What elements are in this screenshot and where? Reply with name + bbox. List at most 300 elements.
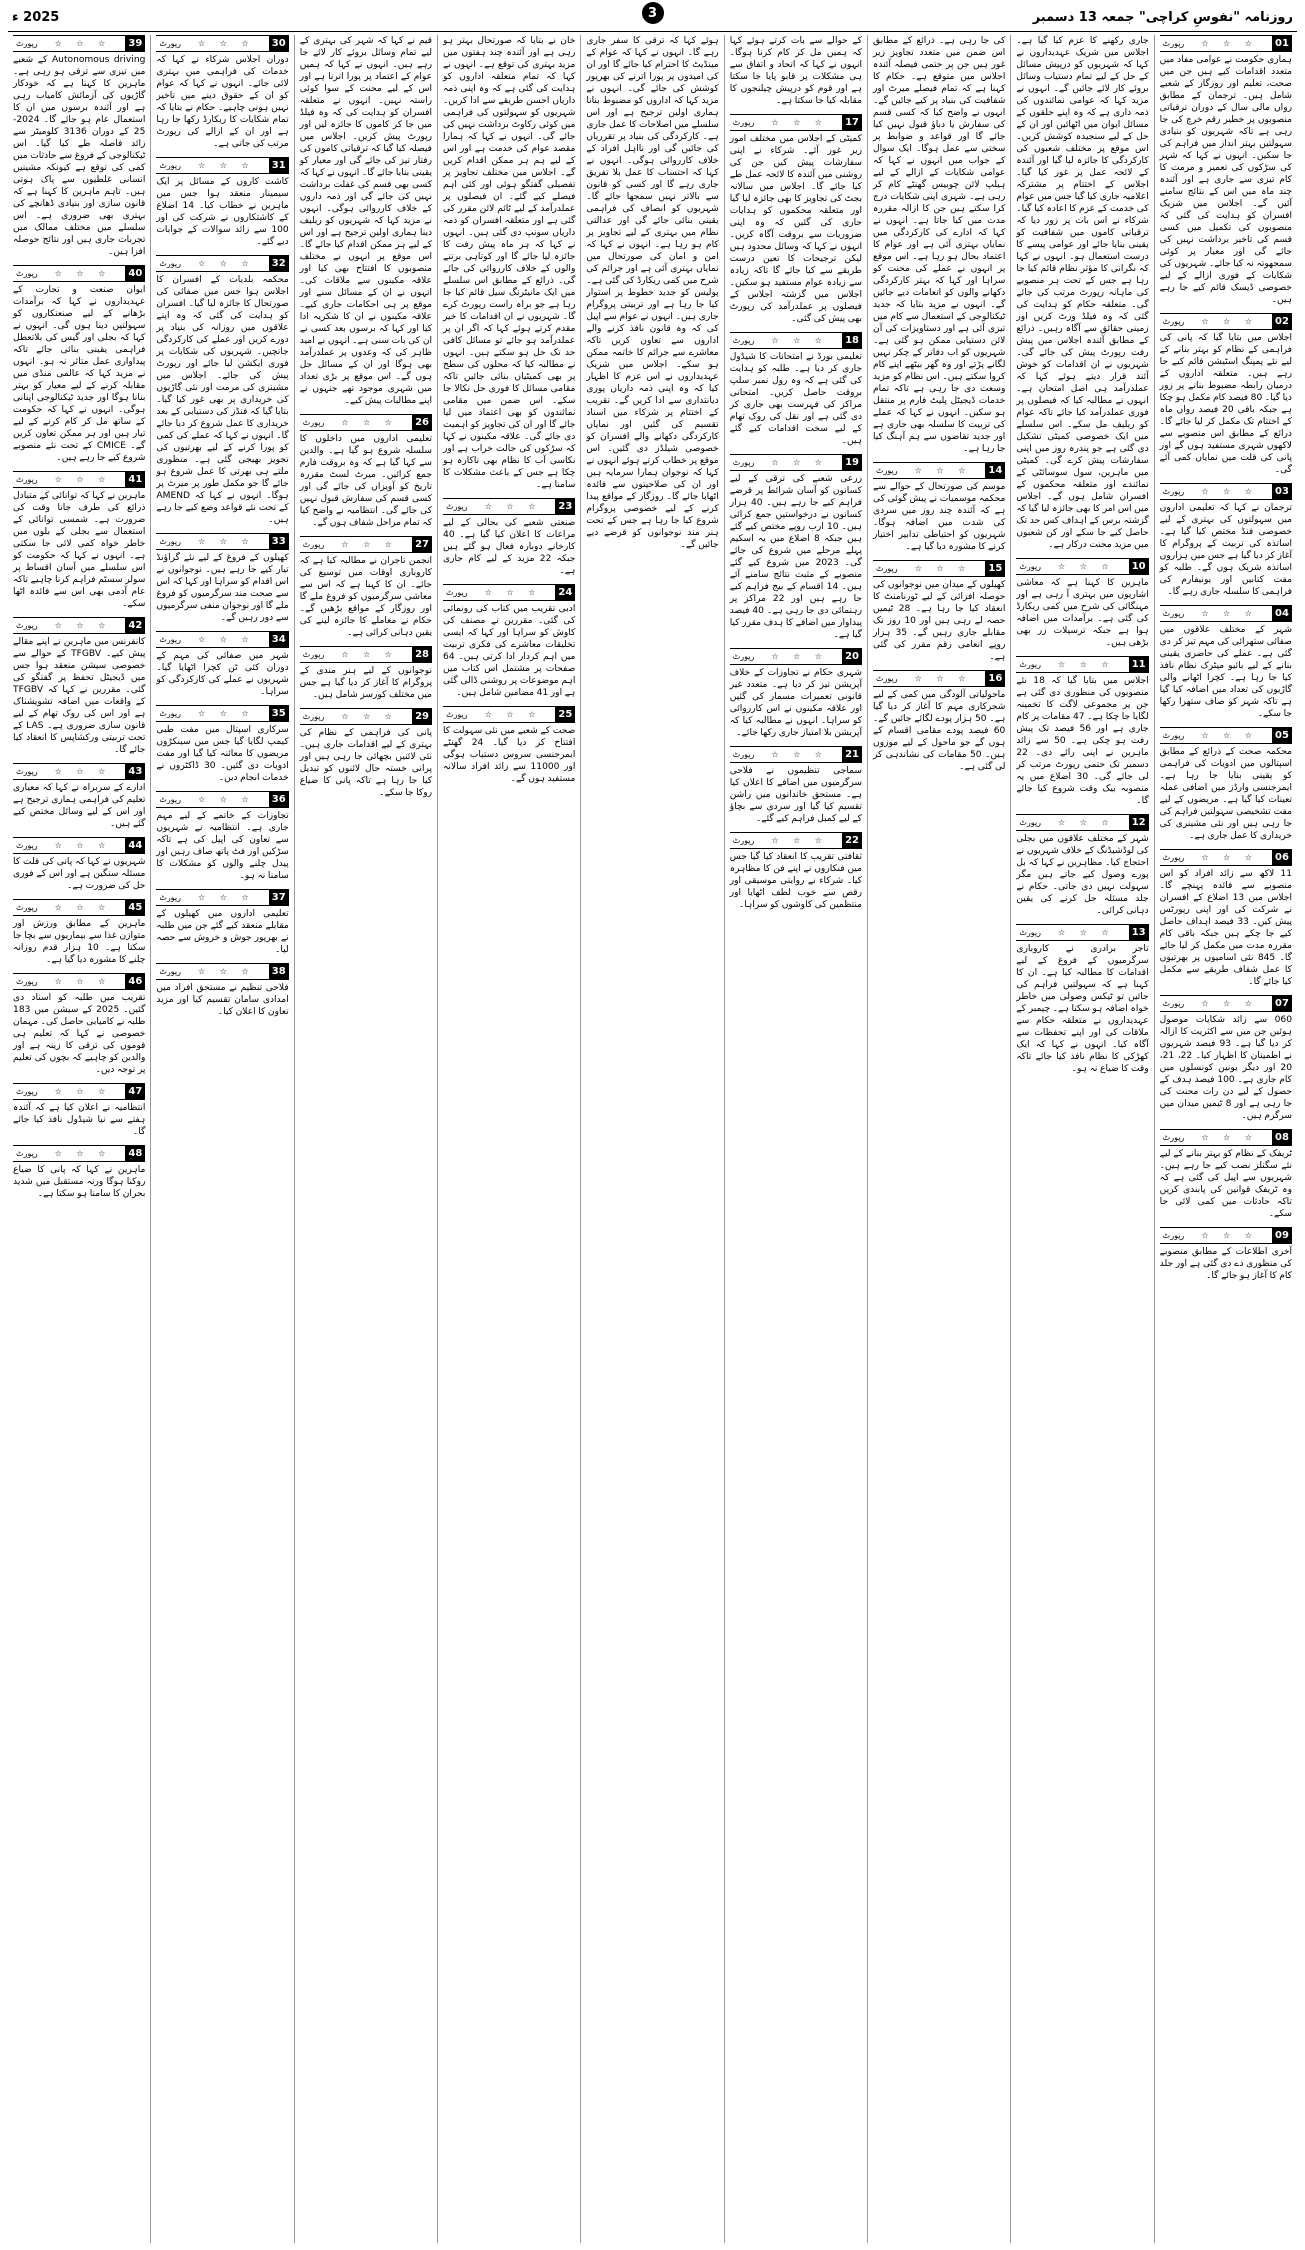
article-header bbox=[1160, 1227, 1292, 1244]
article-header bbox=[730, 332, 862, 349]
article-byline: رپورٹ bbox=[876, 466, 898, 475]
article-body: تجاوزات کے خاتمے کے لیے مہم جاری ہے۔ انتظامیہ نے شہریوں سے تعاون کی اپیل کی ہے تاکہ سڑکیں اور فٹ پاتھ صاف رہیں اور پیدل چلنے والوں کو مشکلات کا سامنا نہ ہو۔ bbox=[156, 811, 289, 881]
article-number-badge: 32 bbox=[269, 256, 289, 271]
article-number-badge: 40 bbox=[125, 266, 145, 281]
article-body: سرکاری اسپتال میں مفت طبی کیمپ لگایا گیا جس میں سینکڑوں مریضوں کا معائنہ کیا گیا اور مفت ادویات دی گئیں۔ 30 ڈاکٹروں نے خدمات انجام دیں۔ bbox=[156, 725, 289, 783]
article-byline: رپورٹ bbox=[159, 537, 181, 546]
article-byline: رپورٹ bbox=[16, 39, 38, 48]
article-number-badge: 29 bbox=[412, 709, 432, 724]
article-body: نوجوانوں کے لیے ہنر مندی کے پروگرام کا آغاز کر دیا گیا ہے جس میں مختلف کورسز شامل ہیں۔ bbox=[299, 666, 433, 700]
star-divider-icon: ☆ ☆ ☆ bbox=[1201, 487, 1258, 496]
article bbox=[1160, 605, 1292, 720]
article-body: کھیلوں کے میدان میں نوجوانوں کی حوصلہ افزائی کے لیے ٹورنامنٹ کا انعقاد کیا جا رہا ہے۔ 28 ٹیمیں حصہ لے رہی ہیں اور 10 روز تک مقابلے جاری رہیں گے۔ 35 ہزار روپے انعامی رقم مقرر کی گئی ہے۔ bbox=[873, 580, 1006, 662]
star-divider-icon: ☆ ☆ ☆ bbox=[198, 161, 255, 170]
article bbox=[1016, 656, 1148, 807]
article-header bbox=[443, 584, 575, 601]
article-byline: رپورٹ bbox=[1162, 853, 1185, 862]
article-byline: رپورٹ bbox=[1162, 731, 1185, 740]
article-byline: رپورٹ bbox=[1162, 39, 1185, 48]
article-body: فلاحی تنظیم نے مستحق افراد میں امدادی سامان تقسیم کیا اور مزید تعاون کا اعلان کیا۔ bbox=[156, 983, 289, 1017]
article-body: دوران اجلاس شرکاء نے کہا کہ خدمات کی فراہمی میں بہتری لائی جائے۔ انہوں نے کہا کہ عوام کو ان کے حقوق دینے میں تاخیر نہیں ہونی چاہیے۔ حکام نے بتایا کہ تمام شکایات کا ریکارڈ رکھا جا رہا ہے اور ان کے ازالے کی رپورٹ مرتب کی جاتی ہے۔ bbox=[156, 55, 289, 149]
star-divider-icon: ☆ ☆ ☆ bbox=[54, 1149, 112, 1158]
article bbox=[443, 498, 575, 577]
star-divider-icon: ☆ ☆ ☆ bbox=[198, 537, 255, 546]
article bbox=[1160, 313, 1292, 476]
article-header bbox=[1160, 313, 1292, 330]
article-header bbox=[730, 454, 862, 471]
star-divider-icon: ☆ ☆ ☆ bbox=[341, 650, 398, 659]
article-body: آخری اطلاعات کے مطابق منصوبے کی منظوری دے دی گئی ہے اور جلد کام کا آغاز ہو جائے گا۔ bbox=[1159, 1247, 1292, 1281]
article-header bbox=[156, 255, 288, 272]
article bbox=[156, 705, 288, 784]
article-body: ماہرین کا کہنا ہے کہ معاشی اشاریوں میں بہتری آ رہی ہے اور مہنگائی کی شرح میں کمی ریکارڈ کی گئی ہے۔ برآمدات میں اضافہ ہوا ہے جبکہ ترسیلات زر بھی بڑھی ہیں۔ bbox=[1016, 578, 1149, 648]
article-body: شہر کے مختلف علاقوں میں بجلی کی لوڈشیڈنگ کے خلاف شہریوں نے احتجاج کیا۔ مظاہرین نے کہا کہ بل پورے وصول کیے جاتے ہیں مگر سہولت نہیں دی جاتی۔ حکام نے جلد مسئلہ حل کرنے کی یقین دہانی کرائی۔ bbox=[1016, 834, 1149, 916]
article bbox=[730, 746, 862, 825]
article-number-badge: 30 bbox=[269, 36, 289, 51]
article-body: تعلیمی اداروں میں داخلوں کا سلسلہ شروع ہو گیا ہے۔ والدین سے کہا گیا ہے کہ وہ بروقت فارم جمع کرائیں۔ میرٹ لسٹ مقررہ تاریخ کو آویزاں کی جائے گی اور کسی قسم کی سفارش قبول نہیں کی جائے گی۔ انتظامیہ نے واضح کیا کہ تمام مراحل شفاف ہوں گے۔ bbox=[299, 434, 433, 528]
article-body: قیم نے کہا کہ شہر کی بہتری کے لیے تمام وسائل بروئے کار لائے جا رہے ہیں۔ انہوں نے کہا کہ ہمیں عوام کے اعتماد پر پورا اترنا ہے اور اس کے لیے محنت کے سوا کوئی راستہ نہیں۔ انہوں نے متعلقہ افسران کو ہدایت کی کہ وہ فیلڈ میں جا کر کاموں کا جائزہ لیں اور رپورٹ پیش کریں۔ اجلاس میں فیصلہ کیا گیا کہ ترقیاتی کاموں کی رفتار تیز کی جائے گی اور معیار کو یقینی بنایا جائے گا۔ انہوں نے کہا کہ کسی بھی قسم کی غفلت برداشت نہیں کی جائے گی اور ذمہ داروں کے خلاف کارروائی ہوگی۔ انہوں نے مزید کہا کہ شہریوں کو ریلیف دینا ہماری اولین ترجیح ہے اور اس کے لیے ہر ممکن اقدام کیا جائے گا۔ اس موقع پر انہوں نے مختلف منصوبوں کا افتتاح بھی کیا اور علاقہ مکینوں سے ملاقات کی۔ انہوں نے ان کے مسائل سنے اور موقع پر ہی احکامات جاری کیے۔ علاقہ مکینوں نے ان کا شکریہ ادا کیا اور کہا کہ برسوں بعد کسی نے ان کی بات سنی ہے۔ انہوں نے امید ظاہر کی کہ وعدوں پر عملدرآمد بھی ہوگا اور ان کے مسائل حل ہوں گے۔ اس موقع پر بڑی تعداد میں شہری موجود تھے جنہوں نے اپنے مطالبات پیش کیے۔ bbox=[299, 36, 433, 406]
article-number-badge: 36 bbox=[269, 792, 289, 807]
star-divider-icon: ☆ ☆ ☆ bbox=[484, 502, 542, 511]
article-byline: رپورٹ bbox=[159, 893, 181, 902]
masthead-date: 2025 ء bbox=[12, 10, 60, 25]
article-header bbox=[443, 706, 575, 723]
article bbox=[156, 255, 288, 526]
article-number-badge: 37 bbox=[269, 890, 289, 905]
article bbox=[300, 646, 432, 701]
article-number-badge: 22 bbox=[842, 833, 862, 848]
article bbox=[13, 35, 145, 258]
article-header bbox=[13, 763, 145, 780]
article-byline: رپورٹ bbox=[732, 836, 755, 845]
star-divider-icon: ☆ ☆ ☆ bbox=[1201, 1133, 1258, 1142]
star-divider-icon: ☆ ☆ ☆ bbox=[198, 967, 255, 976]
article bbox=[586, 35, 718, 551]
article bbox=[1160, 35, 1292, 306]
article-header bbox=[443, 498, 575, 515]
article-number-badge: 21 bbox=[842, 747, 862, 762]
article-byline: رپورٹ bbox=[1019, 660, 1041, 669]
article bbox=[156, 533, 288, 624]
star-divider-icon: ☆ ☆ ☆ bbox=[1201, 731, 1258, 740]
article-body: موسم کی صورتحال کے حوالے سے محکمہ موسمیات نے پیش گوئی کی ہے کہ آئندہ چند روز میں سردی کی شدت میں اضافہ ہوگا۔ شہریوں کو احتیاطی تدابیر اختیار کرنے کا مشورہ دیا گیا ہے۔ bbox=[873, 482, 1006, 552]
star-divider-icon: ☆ ☆ ☆ bbox=[341, 712, 398, 721]
star-divider-icon: ☆ ☆ ☆ bbox=[914, 674, 972, 683]
article-number-badge: 02 bbox=[1272, 314, 1292, 329]
article bbox=[730, 332, 862, 447]
article-header bbox=[1160, 995, 1292, 1012]
article-number-badge: 11 bbox=[1129, 657, 1149, 672]
star-divider-icon: ☆ ☆ ☆ bbox=[1201, 1231, 1258, 1240]
article-body: ثقافتی تقریب کا انعقاد کیا گیا جس میں فنکاروں نے اپنے فن کا مظاہرہ کیا۔ شرکاء نے روایتی موسیقی اور رقص سے خوب لطف اٹھایا اور منتظمین کی کاوشوں کو سراہا۔ bbox=[729, 852, 863, 910]
column-grid bbox=[8, 35, 1297, 2243]
star-divider-icon: ☆ ☆ ☆ bbox=[198, 635, 255, 644]
article-header bbox=[13, 471, 145, 488]
article-number-badge: 34 bbox=[269, 632, 289, 647]
col-3 bbox=[867, 35, 1010, 2243]
article-body: خان نے بتایا کہ صورتحال بہتر ہو رہی ہے اور آئندہ چند ہفتوں میں مزید بہتری کی توقع ہے۔ انہوں نے کہا کہ تمام متعلقہ اداروں کو ہدایت کی گئی ہے کہ وہ اپنی ذمہ داریاں احسن طریقے سے ادا کریں۔ شہریوں کو سہولتوں کی فراہمی میں کوئی رکاوٹ برداشت نہیں کی جائے گی۔ انہوں نے کہا کہ ہمارا مقصد عوام کی خدمت ہے اور اس کے لیے ہم ہر ممکن اقدام کریں گے۔ اجلاس میں مختلف تجاویز پر تفصیلی گفتگو ہوئی اور کئی اہم فیصلے کیے گئے۔ ان فیصلوں پر عملدرآمد کے لیے ٹائم لائن مقرر کی گئی ہے اور متعلقہ افسران کو ذمہ داریاں سونپ دی گئی ہیں۔ انہوں نے کہا کہ ہر ماہ پیش رفت کا جائزہ لیا جائے گا اور کوتاہی برتنے والوں کے خلاف کارروائی کی جائے گی۔ ذرائع کے مطابق اس سلسلے میں ایک مانیٹرنگ سیل قائم کیا جا رہا ہے جو براہ راست رپورٹ کرے گا۔ شہریوں نے ان اقدامات کا خیر مقدم کرتے ہوئے کہا کہ اگر ان پر عملدرآمد ہو جائے تو مسائل کافی حد تک حل ہو سکتے ہیں۔ انہوں نے مطالبہ کیا کہ محلوں کی سطح پر بھی کمیٹیاں بنائی جائیں تاکہ مقامی مسائل کا فوری حل نکالا جا سکے۔ اس ضمن میں مقامی نمائندوں کو بھی اعتماد میں لیا جائے گا اور ان کی تجاویز کو اہمیت دی جائے گی۔ علاقہ مکینوں نے کہا کہ سڑکوں کی حالت خراب ہے اور نکاسی آب کا نظام بھی ناکارہ ہو چکا ہے جس کے باعث مشکلات کا سامنا ہے۔ bbox=[443, 36, 576, 490]
article-byline: رپورٹ bbox=[732, 336, 755, 345]
col-5 bbox=[580, 35, 723, 2243]
article bbox=[13, 1083, 145, 1138]
article-number-badge: 45 bbox=[125, 900, 145, 915]
col-2 bbox=[1010, 35, 1153, 2243]
article bbox=[13, 471, 145, 610]
article-byline: رپورٹ bbox=[159, 967, 181, 976]
article-header bbox=[1016, 558, 1148, 575]
article-body: کمیٹی کے اجلاس میں مختلف امور زیر غور آئے۔ شرکاء نے اپنی سفارشات پیش کیں جن کی روشنی میں آئندہ کا لائحہ عمل طے کیا جائے گا۔ اجلاس میں سالانہ بجٹ کی تجاویز کا بھی جائزہ لیا گیا اور متعلقہ محکموں کو ہدایات جاری کی گئیں کہ وہ اپنی ضروریات سے بروقت آگاہ کریں۔ انہوں نے کہا کہ وسائل محدود ہیں لیکن ترجیحات کا تعین درست طریقے سے کیا جائے گا تاکہ زیادہ سے زیادہ عوام مستفید ہو سکیں۔ اجلاس میں گزشتہ اجلاس کے فیصلوں پر عملدرآمد کی رپورٹ بھی پیش کی گئی۔ bbox=[729, 134, 863, 324]
article-body: جاری رکھنے کا عزم کیا گیا ہے۔ اجلاس میں شریک عہدیداروں نے کہا کہ شہریوں کو درپیش مسائل کے حل کے لیے تمام دستیاب وسائل بروئے کار لائے جائیں گے۔ انہوں نے مزید کہا کہ عوامی نمائندوں کی ذمہ داری ہے کہ وہ اپنے حلقوں کے مسائل ایوان میں اٹھائیں اور ان کے حل کے لیے سنجیدہ کوشش کریں۔ اس موقع پر مختلف شعبوں کی کارکردگی کا جائزہ لیا گیا اور آئندہ کے لائحہ عمل پر غور کیا گیا۔ اجلاس کے اختتام پر مشترکہ اعلامیہ جاری کیا گیا جس میں عوام کی خدمت کے عزم کا اعادہ کیا گیا۔ شرکاء نے اس بات پر زور دیا کہ ترقیاتی کاموں میں شفافیت کو یقینی بنایا جائے اور عوامی پیسے کا درست استعمال ہو۔ انہوں نے کہا کہ نگرانی کا مؤثر نظام قائم کیا جا رہا ہے جس کے تحت ہر منصوبے کی ماہانہ رپورٹ مرتب کی جائے گی۔ متعلقہ حکام کو ہدایت کی گئی کہ وہ فیلڈ وزٹ کریں اور زمینی حقائق سے آگاہ رہیں۔ ذرائع کے مطابق آئندہ اجلاس میں پیش رفت رپورٹ پیش کی جائے گی۔ شہریوں نے ان اقدامات کو خوش آئند قرار دیتے ہوئے کہا کہ عملدرآمد ہی اصل امتحان ہے۔ انہوں نے مطالبہ کیا کہ فیصلوں پر فوری عملدرآمد کیا جائے تاکہ عوام کو ریلیف مل سکے۔ اس سلسلے میں ایک خصوصی کمیٹی تشکیل دی گئی ہے جو پندرہ روز میں اپنی سفارشات پیش کرے گی۔ کمیٹی میں ماہرین، سول سوسائٹی کے نمائندے اور متعلقہ محکموں کے افسران شامل ہوں گے۔ اجلاس میں اس امر کا بھی جائزہ لیا گیا کہ گزشتہ برس کے اہداف کس حد تک حاصل کیے جا سکے اور کن شعبوں میں مزید محنت درکار ہے۔ bbox=[1016, 36, 1149, 550]
col-6 bbox=[437, 35, 580, 2243]
article-body: ایوان صنعت و تجارت کے عہدیداروں نے کہا کہ برآمدات بڑھانے کے لیے صنعتکاروں کو سہولتیں دینا ہوں گی۔ انہوں نے کہا کہ بجلی اور گیس کی بلاتعطل فراہمی یقینی بنائی جائے تاکہ پیداواری عمل متاثر نہ ہو۔ انہوں نے مزید کہا کہ عالمی منڈی میں مقابلہ کرنے کے لیے معیار کو بہتر بنانا ہوگا اور جدید ٹیکنالوجی اپنانی ہوگی۔ انہوں نے کہا کہ حکومت کے ساتھ مل کر کام کرنے کے لیے تیار ہیں اور ہر ممکن تعاون کریں گے۔ CMICE کے تحت نئے منصوبے شروع کیے جا رہے ہیں۔ bbox=[13, 285, 146, 463]
article bbox=[13, 1145, 145, 1200]
article-number-badge: 47 bbox=[125, 1084, 145, 1099]
article-number-badge: 09 bbox=[1272, 1228, 1292, 1243]
article-byline: رپورٹ bbox=[159, 635, 181, 644]
article-body: سماجی تنظیموں نے فلاحی سرگرمیوں میں اضافے کا اعلان کیا ہے۔ مستحق خاندانوں میں راشن تقسیم کیا گیا اور سردی سے بچاؤ کے لیے کمبل فراہم کیے گئے۔ bbox=[729, 766, 863, 824]
article bbox=[730, 35, 862, 107]
article-header bbox=[1160, 849, 1292, 866]
article-body: Autonomous driving کے شعبے میں تیزی سے ترقی ہو رہی ہے۔ ماہرین کا کہنا ہے کہ خودکار گاڑیوں کی آزمائش کامیاب رہی ہے اور آئندہ برسوں میں ان کا استعمال عام ہو جائے گا۔ 2024-25 کے دوران 3136 کلومیٹر سے زائد فاصلہ طے کیا گیا۔ اس ٹیکنالوجی کے فروغ سے حادثات میں کمی کی توقع ہے کیونکہ مشینیں انسانی غلطیوں سے پاک ہوتی ہیں۔ تاہم ماہرین کا کہنا ہے کہ قانون سازی اور بنیادی ڈھانچے کی بہتری بھی ضروری ہے۔ اس سلسلے میں مختلف ممالک میں تجربات جاری ہیں اور نتائج حوصلہ افزا ہیں۔ bbox=[13, 55, 146, 257]
article-header bbox=[730, 648, 862, 665]
star-divider-icon: ☆ ☆ ☆ bbox=[771, 118, 828, 127]
star-divider-icon: ☆ ☆ ☆ bbox=[341, 540, 398, 549]
star-divider-icon: ☆ ☆ ☆ bbox=[54, 841, 112, 850]
star-divider-icon: ☆ ☆ ☆ bbox=[1058, 660, 1115, 669]
star-divider-icon: ☆ ☆ ☆ bbox=[1201, 39, 1258, 48]
article-body: زرعی شعبے کی ترقی کے لیے کسانوں کو آسان شرائط پر قرضے فراہم کیے جا رہے ہیں۔ 40 ہزار کسانوں نے درخواستیں جمع کرائی ہیں۔ 10 ارب روپے مختص کیے گئے ہیں جبکہ 8 اضلاع میں یہ اسکیم پہلے مرحلے میں شروع کی جائے گی۔ 2023 میں شروع کیے گئے منصوبے کے مثبت نتائج سامنے آئے ہیں۔ 14 اقسام کے بیج فراہم کیے جا رہے ہیں اور 22 مراکز پر رہنمائی دی جا رہی ہے۔ 40 فیصد پیداوار میں اضافے کا ہدف مقرر کیا گیا ہے۔ bbox=[729, 474, 863, 640]
article-body: ماہرین کے مطابق ورزش اور متوازن غذا سے بیماریوں سے بچا جا سکتا ہے۔ 10 ہزار قدم روزانہ چلنے کا مشورہ دیا گیا ہے۔ bbox=[13, 919, 146, 965]
star-divider-icon: ☆ ☆ ☆ bbox=[771, 336, 828, 345]
article-body: کے حوالے سے بات کرتے ہوئے کہا کہ ہمیں مل کر کام کرنا ہوگا۔ انہوں نے کہا کہ اتحاد و اتفاق سے ہی مشکلات پر قابو پایا جا سکتا ہے اور قوم کو درپیش چیلنجوں کا مقابلہ کیا جا سکتا ہے۔ bbox=[729, 36, 863, 106]
star-divider-icon: ☆ ☆ ☆ bbox=[914, 466, 972, 475]
star-divider-icon: ☆ ☆ ☆ bbox=[771, 836, 828, 845]
article-byline: رپورٹ bbox=[159, 795, 181, 804]
article-header bbox=[156, 889, 288, 906]
star-divider-icon: ☆ ☆ ☆ bbox=[198, 39, 255, 48]
article-byline: رپورٹ bbox=[1162, 1133, 1185, 1142]
article-byline: رپورٹ bbox=[1162, 317, 1185, 326]
article-header bbox=[156, 705, 288, 722]
article-header bbox=[156, 631, 288, 648]
article-byline: رپورٹ bbox=[16, 621, 38, 630]
article bbox=[13, 265, 145, 464]
star-divider-icon: ☆ ☆ ☆ bbox=[198, 893, 255, 902]
article bbox=[443, 706, 575, 785]
article bbox=[1016, 35, 1148, 551]
article-header bbox=[156, 35, 288, 52]
article-byline: رپورٹ bbox=[446, 502, 468, 511]
article-number-badge: 44 bbox=[125, 838, 145, 853]
star-divider-icon: ☆ ☆ ☆ bbox=[54, 903, 112, 912]
article-body: شہری حکام نے تجاوزات کے خلاف آپریشن تیز کر دیا ہے۔ متعدد غیر قانونی تعمیرات مسمار کی گئیں اور علاقہ مکینوں نے اس کارروائی کو سراہا۔ انہوں نے مطالبہ کیا کہ آپریشن بلا امتیاز جاری رکھا جائے۔ bbox=[729, 668, 863, 738]
star-divider-icon: ☆ ☆ ☆ bbox=[54, 1087, 112, 1096]
article bbox=[156, 35, 288, 150]
article-body: انجمن تاجران نے مطالبہ کیا ہے کہ کاروباری اوقات میں توسیع کی جائے۔ ان کا کہنا ہے کہ اس سے معاشی سرگرمیوں کو فروغ ملے گا اور روزگار کے مواقع بڑھیں گے۔ حکام نے معاملے کا جائزہ لینے کی یقین دہانی کرائی ہے۔ bbox=[299, 556, 433, 638]
article-header bbox=[13, 35, 145, 52]
star-divider-icon: ☆ ☆ ☆ bbox=[771, 652, 828, 661]
article bbox=[13, 837, 145, 892]
col-8 bbox=[150, 35, 293, 2243]
article-header bbox=[873, 462, 1005, 479]
article-byline: رپورٹ bbox=[16, 903, 38, 912]
col-4 bbox=[724, 35, 867, 2243]
article-number-badge: 39 bbox=[125, 36, 145, 51]
article bbox=[300, 414, 432, 529]
article bbox=[300, 35, 432, 407]
article-body: شہریوں نے کہا کہ پانی کی قلت کا مسئلہ سنگین ہے اور اس کے فوری حل کی ضرورت ہے۔ bbox=[13, 857, 146, 891]
article-body: تعلیمی بورڈ نے امتحانات کا شیڈول جاری کر دیا ہے۔ طلبہ کو ہدایت کی گئی ہے کہ وہ رول نمبر سلپ بروقت حاصل کریں۔ امتحانی مراکز کی فہرست بھی جاری کر دی گئی ہے اور نقل کی روک تھام کے لیے سخت اقدامات کیے گئے ہیں۔ bbox=[729, 352, 863, 446]
article-header bbox=[300, 414, 432, 431]
star-divider-icon: ☆ ☆ ☆ bbox=[54, 39, 112, 48]
article-byline: رپورٹ bbox=[16, 269, 38, 278]
article-header bbox=[730, 832, 862, 849]
star-divider-icon: ☆ ☆ ☆ bbox=[1058, 562, 1115, 571]
article bbox=[1160, 995, 1292, 1122]
article-body: کانفرنس میں ماہرین نے اپنے مقالے پیش کیے۔ TFGBV کے حوالے سے خصوصی سیشن منعقد ہوا جس میں ڈیجیٹل تحفظ پر گفتگو کی گئی۔ مقررین نے کہا کہ TFGBV کے واقعات میں اضافہ تشویشناک ہے اور اس کی روک تھام کے لیے قانون سازی ضروری ہے۔ LAS کے تحت تربیتی ورکشاپس کا انعقاد کیا جائے گا۔ bbox=[13, 637, 146, 755]
article-header bbox=[1160, 727, 1292, 744]
article-body: کی جا رہی ہے۔ ذرائع کے مطابق اس ضمن میں متعدد تجاویز زیر غور ہیں جن پر حتمی فیصلہ آئندہ اجلاس میں متوقع ہے۔ حکام کا کہنا ہے کہ تمام فیصلے میرٹ اور شفافیت کی بنیاد پر کیے جائیں گے۔ انہوں نے واضح کیا کہ کسی قسم کی سفارش یا دباؤ قبول نہیں کیا جائے گا اور قواعد و ضوابط پر سختی سے عمل ہوگا۔ ایک سوال کے جواب میں انہوں نے کہا کہ عوامی شکایات کے ازالے کے لیے ہیلپ لائن چوبیس گھنٹے کام کر رہی ہے۔ شہری اپنی شکایات درج کرا سکتے ہیں جن کا ازالہ مقررہ مدت میں کیا جاتا ہے۔ انہوں نے کہا کہ ادارے کی کارکردگی میں نمایاں بہتری آئی ہے اور عوام کا اعتماد بحال ہو رہا ہے۔ اس موقع پر انہوں نے عملے کی محنت کو سراہا اور کہا کہ بہتر کارکردگی دکھانے والوں کو انعامات دیے جائیں گے۔ انہوں نے مزید بتایا کہ جدید ٹیکنالوجی کے استعمال سے کام میں تیزی آئی ہے اور دستاویزات کی آن لائن دستیابی ممکن ہو گئی ہے۔ شہریوں کو اب دفاتر کے چکر نہیں لگانے پڑتے اور وہ گھر بیٹھے اپنے کام کروا سکتے ہیں۔ اس نظام کو مزید وسعت دی جا رہی ہے تاکہ تمام خدمات ڈیجیٹل پلیٹ فارم پر منتقل ہو سکیں۔ انہوں نے کہا کہ عملے کی تربیت کا سلسلہ بھی جاری ہے اور جدید تقاضوں سے ہم آہنگ کیا جا رہا ہے۔ bbox=[873, 36, 1006, 454]
article-number-badge: 10 bbox=[1129, 559, 1149, 574]
article-body: ہوئے کہا کہ ترقی کا سفر جاری رہے گا۔ انہوں نے کہا کہ عوام کے مینڈیٹ کا احترام کیا جائے گا اور ان کی امیدوں پر پورا اترنے کی بھرپور کوشش کی جائے گی۔ انہوں نے مزید کہا کہ اداروں کو مضبوط بنانا ہماری اولین ترجیح ہے اور اس سلسلے میں اصلاحات کا عمل جاری ہے۔ کارکردگی کی بنیاد پر تقرریاں کی جائیں گی اور نااہل افراد کے خلاف کارروائی ہوگی۔ انہوں نے کہا کہ احتساب کا عمل بلا تفریق جاری رہے گا اور کسی کو قانون سے بالاتر نہیں سمجھا جائے گا۔ شہریوں کو انصاف کی فراہمی یقینی بنائی جائے گی اور عدالتی نظام میں بہتری کے لیے تجاویز پر کام ہو رہا ہے۔ انہوں نے کہا کہ امن و امان کی صورتحال میں نمایاں بہتری آئی ہے اور جرائم کی شرح میں کمی ریکارڈ کی گئی ہے۔ پولیس کو جدید خطوط پر استوار کیا جا رہا ہے اور تربیتی پروگرام جاری ہیں۔ انہوں نے عوام سے اپیل کی کہ وہ قانون نافذ کرنے والے اداروں سے تعاون کریں تاکہ معاشرے سے جرائم کا خاتمہ ممکن ہو سکے۔ اجلاس میں شریک عہدیداروں نے اس عزم کا اظہار کیا کہ وہ اپنی ذمہ داریاں پوری دیانتداری سے ادا کریں گے۔ تقریب کے اختتام پر شرکاء میں اسناد تقسیم کی گئیں اور نمایاں کارکردگی دکھانے والے افسران کو خصوصی شیلڈز دی گئیں۔ اس موقع پر خطاب کرتے ہوئے انہوں نے کہا کہ نوجوان ہمارا سرمایہ ہیں اور ان کی صلاحیتوں سے فائدہ اٹھایا جائے گا۔ روزگار کے مواقع پیدا کرنے کے لیے خصوصی پروگرام شروع کیا جا رہا ہے جس کے تحت ہنر مند نوجوانوں کو قرضے دیے جائیں گے۔ bbox=[586, 36, 719, 550]
article-header bbox=[13, 837, 145, 854]
article-number-badge: 07 bbox=[1272, 996, 1292, 1011]
article-body: شہر میں صفائی کی مہم کے دوران کئی ٹن کچرا اٹھایا گیا۔ شہریوں نے عملے کی کارکردگی کو سراہا۔ bbox=[156, 651, 289, 697]
article-number-badge: 05 bbox=[1272, 728, 1292, 743]
page-number-badge: 3 bbox=[642, 2, 664, 24]
article-number-badge: 48 bbox=[125, 1146, 145, 1161]
article-number-badge: 27 bbox=[412, 537, 432, 552]
article-byline: رپورٹ bbox=[302, 650, 325, 659]
star-divider-icon: ☆ ☆ ☆ bbox=[771, 458, 828, 467]
article bbox=[730, 648, 862, 739]
article-body: 060 سے زائد شکایات موصول ہوئیں جن میں سے اکثریت کا ازالہ کر دیا گیا ہے۔ 93 فیصد شہریوں نے اطمینان کا اظہار کیا۔ 22، 21، 20 اور دیگر یونین کونسلوں میں کام جاری ہے۔ 100 فیصد ہدف کے حصول کے لیے دن رات محنت کی جا رہی ہے اور 8 ٹیمیں میدان میں سرگرم ہیں۔ bbox=[1159, 1015, 1292, 1121]
article-number-badge: 17 bbox=[842, 115, 862, 130]
article-byline: رپورٹ bbox=[732, 458, 755, 467]
article-header bbox=[13, 265, 145, 282]
article-byline: رپورٹ bbox=[732, 652, 755, 661]
article-byline: رپورٹ bbox=[1019, 928, 1041, 937]
article-number-badge: 25 bbox=[555, 707, 575, 722]
article-number-badge: 38 bbox=[269, 964, 289, 979]
article-byline: رپورٹ bbox=[16, 841, 38, 850]
article-byline: رپورٹ bbox=[302, 540, 325, 549]
article-number-badge: 28 bbox=[412, 647, 432, 662]
article-header bbox=[300, 646, 432, 663]
article-body: صحت کے شعبے میں نئی سہولت کا افتتاح کر دیا گیا۔ 24 گھنٹے ایمرجنسی سروس دستیاب ہوگی اور 11000 سے زائد افراد سالانہ مستفید ہوں گے۔ bbox=[443, 726, 576, 784]
article-body: محکمہ صحت کے ذرائع کے مطابق اسپتالوں میں ادویات کی فراہمی کو یقینی بنایا جا رہا ہے۔ ایمرجنسی وارڈز میں اضافی عملہ تعینات کیا گیا ہے۔ مریضوں کے لیے مفت تشخیصی سہولتیں فراہم کی جا رہی ہیں اور نئی مشینری کی خریداری کا عمل جاری ہے۔ bbox=[1159, 747, 1292, 841]
article-header bbox=[1016, 924, 1148, 941]
article-body: ماحولیاتی آلودگی میں کمی کے لیے شجرکاری مہم کا آغاز کر دیا گیا ہے۔ 50 ہزار پودے لگائے جائیں گے۔ 60 فیصد پودے مقامی اقسام کے ہوں گے جو ماحول کے لیے موزوں ہیں۔ 50 مقامات کی نشاندہی کر لی گئی ہے۔ bbox=[873, 690, 1006, 772]
star-divider-icon: ☆ ☆ ☆ bbox=[1058, 818, 1115, 827]
article-header bbox=[1016, 814, 1148, 831]
col-1 bbox=[1154, 35, 1297, 2243]
article-byline: رپورٹ bbox=[16, 977, 38, 986]
article-number-badge: 33 bbox=[269, 534, 289, 549]
article-header bbox=[13, 899, 145, 916]
article-byline: رپورٹ bbox=[159, 39, 181, 48]
article-number-badge: 31 bbox=[269, 158, 289, 173]
article-body: ادارے کے سربراہ نے کہا کہ معیاری تعلیم کی فراہمی ہماری ترجیح ہے اور اس کے لیے وسائل مختص کیے گئے ہیں۔ bbox=[13, 783, 146, 829]
col-7 bbox=[294, 35, 437, 2243]
article bbox=[443, 35, 575, 491]
article-byline: رپورٹ bbox=[1019, 818, 1041, 827]
article-header bbox=[13, 1145, 145, 1162]
article-byline: رپورٹ bbox=[732, 118, 755, 127]
article bbox=[300, 536, 432, 639]
article-header bbox=[1160, 483, 1292, 500]
article bbox=[873, 670, 1005, 773]
article-body: تقریب میں طلبہ کو اسناد دی گئیں۔ 2025 کے سیشن میں 183 طلبہ نے کامیابی حاصل کی۔ مہمان خصوصی نے کہا کہ تعلیم ہی قوموں کی ترقی کا زینہ ہے اور والدین کو چاہیے کہ بچوں کی تعلیم پر توجہ دیں۔ bbox=[13, 993, 146, 1075]
article-number-badge: 23 bbox=[555, 499, 575, 514]
article-body: 11 لاکھ سے زائد افراد کو اس منصوبے سے فائدہ پہنچے گا۔ اجلاس میں 13 اضلاع کے افسران نے شرکت کی اور اپنی رپورٹس پیش کیں۔ 33 فیصد اہداف حاصل کیے جا چکے ہیں جبکہ باقی کام مقررہ مدت میں مکمل کر لیا جائے گا۔ 845 نئی اسامیوں پر بھرتیوں کا عمل شفاف طریقے سے مکمل کیا جائے گا۔ bbox=[1159, 869, 1293, 987]
article bbox=[730, 114, 862, 325]
star-divider-icon: ☆ ☆ ☆ bbox=[1201, 317, 1258, 326]
article-number-badge: 46 bbox=[125, 974, 145, 989]
article bbox=[873, 35, 1005, 455]
star-divider-icon: ☆ ☆ ☆ bbox=[1201, 853, 1258, 862]
article-header bbox=[156, 533, 288, 550]
star-divider-icon: ☆ ☆ ☆ bbox=[771, 750, 828, 759]
article-header bbox=[156, 157, 288, 174]
article-number-badge: 08 bbox=[1272, 1130, 1292, 1145]
article-header bbox=[13, 973, 145, 990]
article-number-badge: 26 bbox=[412, 415, 432, 430]
article bbox=[156, 157, 288, 248]
article bbox=[156, 631, 288, 698]
article-header bbox=[1160, 1129, 1292, 1146]
article-body: انتظامیہ نے اعلان کیا ہے کہ آئندہ ہفتے سے نیا شیڈول نافذ کیا جائے گا۔ bbox=[13, 1103, 146, 1137]
article bbox=[443, 584, 575, 699]
article bbox=[1160, 1227, 1292, 1282]
article-header bbox=[1160, 605, 1292, 622]
masthead-title: روزنامہ "نفوسِ کراچی" جمعہ 13 دسمبر bbox=[1032, 10, 1293, 25]
star-divider-icon: ☆ ☆ ☆ bbox=[54, 475, 112, 484]
article-number-badge: 12 bbox=[1129, 815, 1149, 830]
article-byline: رپورٹ bbox=[159, 709, 181, 718]
article-body: محکمہ بلدیات کے افسران کا اجلاس ہوا جس میں صفائی کی صورتحال کا جائزہ لیا گیا۔ افسران کو ہدایت کی گئی کہ وہ اپنے علاقوں میں روزانہ کی بنیاد پر دورے کریں اور عملے کی کارکردگی جانچیں۔ شہریوں کی شکایات پر فوری ایکشن لیا جائے اور رپورٹ پیش کی جائے۔ اجلاس میں مشینری کی مرمت اور نئی گاڑیوں کی خریداری پر بھی غور کیا گیا۔ بتایا گیا کہ فنڈز کی دستیابی کے بعد خریداری کا عمل شروع کر دیا جائے گا۔ انہوں نے کہا کہ عملے کی کمی کو پورا کرنے کے لیے بھرتیوں کی تجویز بھیجی گئی ہے۔ منظوری ملتے ہی بھرتی کا عمل شروع ہو جائے گا جو مکمل طور پر میرٹ پر ہوگا۔ انہوں نے کہا کہ AMEND کے تحت نئے قواعد وضع کیے جا رہے ہیں۔ bbox=[156, 275, 289, 525]
article-number-badge: 18 bbox=[842, 333, 862, 348]
star-divider-icon: ☆ ☆ ☆ bbox=[198, 259, 255, 268]
article-byline: رپورٹ bbox=[1162, 487, 1185, 496]
article-header bbox=[873, 670, 1005, 687]
article-body: تاجر برادری نے کاروباری سرگرمیوں کے فروغ کے لیے اقدامات کا مطالبہ کیا ہے۔ ان کا کہنا ہے کہ سہولتیں فراہم کی جائیں تو ٹیکس وصولی میں خاطر خواہ اضافہ ہو سکتا ہے۔ چیمبر کے عہدیداروں نے متعلقہ حکام سے ملاقات کی اور اپنے تحفظات سے آگاہ کیا۔ انہوں نے کہا کہ ایک کھڑکی کا نظام نافذ کیا جائے تاکہ وقت کا ضیاع نہ ہو۔ bbox=[1016, 944, 1149, 1074]
article-number-badge: 14 bbox=[985, 463, 1005, 478]
star-divider-icon: ☆ ☆ ☆ bbox=[1058, 928, 1115, 937]
article-body: پانی کی فراہمی کے نظام کی بہتری کے لیے اقدامات جاری ہیں۔ نئی لائنیں بچھائی جا رہی ہیں اور پرانی خستہ حال لائنوں کو تبدیل کیا جا رہا ہے تاکہ پانی کا ضیاع روکا جا سکے۔ bbox=[299, 728, 433, 798]
article-header bbox=[156, 791, 288, 808]
article-body: کھیلوں کے فروغ کے لیے نئے گراؤنڈ تیار کیے جا رہے ہیں۔ نوجوانوں نے اس اقدام کو سراہا اور کہا کہ اس سے صحت مند سرگرمیوں کو فروغ ملے گا اور نوجوان منفی سرگرمیوں سے دور رہیں گے۔ bbox=[156, 553, 289, 623]
star-divider-icon: ☆ ☆ ☆ bbox=[484, 588, 542, 597]
article-body: ماہرین نے کہا کہ پانی کا ضیاع روکنا ہوگا ورنہ مستقبل میں شدید بحران کا سامنا ہو سکتا ہے۔ bbox=[13, 1165, 146, 1199]
article-body: کاشت کاروں کے مسائل پر ایک سیمینار منعقد ہوا جس میں ماہرین نے خطاب کیا۔ 14 اضلاع کے کاشتکاروں نے شرکت کی اور 100 سے زائد سوالات کے جوابات دیے گئے۔ bbox=[156, 177, 289, 247]
article-body: ادبی تقریب میں کتاب کی رونمائی کی گئی۔ مقررین نے مصنف کی کاوش کو سراہا اور کہا کہ ایسی تخلیقات معاشرے کی فکری تربیت میں اہم کردار ادا کرتی ہیں۔ 64 صفحات پر مشتمل اس کتاب میں اہم موضوعات پر روشنی ڈالی گئی ہے اور 41 مضامین شامل ہیں۔ bbox=[443, 604, 576, 698]
article bbox=[156, 963, 288, 1018]
article-header bbox=[1160, 35, 1292, 52]
article bbox=[1160, 727, 1292, 842]
article-number-badge: 04 bbox=[1272, 606, 1292, 621]
article-byline: رپورٹ bbox=[159, 161, 181, 170]
article bbox=[730, 832, 862, 911]
star-divider-icon: ☆ ☆ ☆ bbox=[484, 710, 542, 719]
star-divider-icon: ☆ ☆ ☆ bbox=[54, 621, 112, 630]
article-header bbox=[730, 746, 862, 763]
article-number-badge: 24 bbox=[555, 585, 575, 600]
article-number-badge: 03 bbox=[1272, 484, 1292, 499]
article bbox=[1016, 558, 1148, 649]
article-header bbox=[300, 708, 432, 725]
article-byline: رپورٹ bbox=[876, 564, 898, 573]
article-byline: رپورٹ bbox=[16, 767, 38, 776]
col-9 bbox=[8, 35, 150, 2243]
article-body: شہر کے مختلف علاقوں میں صفائی ستھرائی کی مہم تیز کر دی گئی ہے۔ عملے کی حاضری یقینی بنانے کے لیے بائیو میٹرک نظام نافذ کیا جا رہا ہے۔ کچرا اٹھانے والی گاڑیوں کی تعداد میں اضافہ کیا گیا ہے تاکہ شہر کو صاف ستھرا رکھا جا سکے۔ bbox=[1159, 625, 1292, 719]
article bbox=[156, 791, 288, 882]
article bbox=[300, 708, 432, 799]
article-byline: رپورٹ bbox=[16, 475, 38, 484]
article bbox=[1160, 849, 1292, 988]
article-body: ماہرین نے کہا کہ توانائی کے متبادل ذرائع کی طرف جانا وقت کی ضرورت ہے۔ شمسی توانائی کے استعمال سے بجلی کے بلوں میں خاطر خواہ کمی لائی جا سکتی ہے۔ انہوں نے کہا کہ حکومت کو اس سلسلے میں آسان اقساط پر سولر سسٹم فراہم کرنا چاہیے تاکہ عام آدمی بھی اس سے فائدہ اٹھا سکے۔ bbox=[13, 491, 146, 609]
article bbox=[13, 973, 145, 1076]
article-byline: رپورٹ bbox=[1162, 1231, 1185, 1240]
article-header bbox=[730, 114, 862, 131]
article-byline: رپورٹ bbox=[446, 588, 468, 597]
article bbox=[1016, 924, 1148, 1075]
article-byline: رپورٹ bbox=[16, 1087, 38, 1096]
article-byline: رپورٹ bbox=[1162, 999, 1185, 1008]
article bbox=[13, 617, 145, 756]
star-divider-icon: ☆ ☆ ☆ bbox=[341, 418, 398, 427]
article-number-badge: 06 bbox=[1272, 850, 1292, 865]
star-divider-icon: ☆ ☆ ☆ bbox=[198, 709, 255, 718]
star-divider-icon: ☆ ☆ ☆ bbox=[54, 977, 112, 986]
article-byline: رپورٹ bbox=[16, 1149, 38, 1158]
article-number-badge: 41 bbox=[125, 472, 145, 487]
article-body: اجلاس میں بتایا گیا کہ 18 نئے منصوبوں کی منظوری دی گئی ہے جن پر مجموعی لاگت کا تخمینہ لگایا جا چکا ہے۔ 47 مقامات پر کام جاری ہے اور 56 فیصد تک پیش رفت ہو چکی ہے۔ 50 سے زائد ماہرین نے اپنی رائے دی۔ 22 دسمبر تک حتمی رپورٹ مرتب کر لی جائے گی۔ 30 اضلاع میں یہ منصوبہ بیک وقت شروع کیا جائے گا۔ bbox=[1016, 676, 1149, 806]
article-number-badge: 35 bbox=[269, 706, 289, 721]
article-byline: رپورٹ bbox=[1019, 562, 1041, 571]
article-number-badge: 19 bbox=[842, 455, 862, 470]
star-divider-icon: ☆ ☆ ☆ bbox=[914, 564, 972, 573]
article-body: ہماری حکومت نے عوامی مفاد میں متعدد اقدامات کیے ہیں جن میں صحت، تعلیم اور روزگار کے شعبے شامل ہیں۔ ترجمان کے مطابق رواں مالی سال کے دوران ترقیاتی منصوبوں پر خطیر رقم خرچ کی جا رہی ہے تاکہ شہریوں کو بنیادی سہولتیں بہتر انداز میں فراہم کی جا سکیں۔ انہوں نے کہا کہ شہر کی سڑکوں کی تعمیر و مرمت کا کام تیزی سے جاری ہے اور آئندہ چند ماہ میں اس کے نتائج سامنے آئیں گے۔ اجلاس میں شریک افسران کو ہدایت کی گئی کہ منصوبوں کی تکمیل میں کسی قسم کی تاخیر برداشت نہیں کی جائے گی اور معیار پر کوئی سمجھوتہ نہ کیا جائے۔ شہریوں کی شکایات کے فوری ازالے کے لیے خصوصی ڈیسک قائم کیے جا رہے ہیں۔ bbox=[1159, 55, 1292, 305]
article bbox=[873, 560, 1005, 663]
article-number-badge: 43 bbox=[125, 764, 145, 779]
article-byline: رپورٹ bbox=[446, 710, 468, 719]
star-divider-icon: ☆ ☆ ☆ bbox=[1201, 609, 1258, 618]
article bbox=[156, 889, 288, 956]
article-byline: رپورٹ bbox=[732, 750, 755, 759]
article-number-badge: 01 bbox=[1272, 36, 1292, 51]
article bbox=[730, 454, 862, 641]
article-body: ترجمان نے کہا کہ تعلیمی اداروں میں سہولتوں کی بہتری کے لیے خصوصی فنڈ مختص کیا گیا ہے۔ اساتذہ کی تربیت کے پروگرام کا آغاز کر دیا گیا ہے جس میں ہزاروں اساتذہ شریک ہوں گے۔ طلبہ کو مفت کتابیں اور یونیفارم کی فراہمی کا سلسلہ جاری رہے گا۔ bbox=[1159, 503, 1292, 597]
article bbox=[1016, 814, 1148, 917]
article-byline: رپورٹ bbox=[159, 259, 181, 268]
article-byline: رپورٹ bbox=[302, 712, 325, 721]
article-header bbox=[13, 1083, 145, 1100]
star-divider-icon: ☆ ☆ ☆ bbox=[54, 767, 112, 776]
article-body: صنعتی شعبے کی بحالی کے لیے مراعات کا اعلان کیا گیا ہے۔ 40 کارخانے دوبارہ فعال ہو گئے ہیں جبکہ 22 مزید کے لیے کام جاری ہے۔ bbox=[443, 518, 576, 576]
star-divider-icon: ☆ ☆ ☆ bbox=[198, 795, 255, 804]
article-header bbox=[300, 536, 432, 553]
article bbox=[1160, 1129, 1292, 1220]
article-header bbox=[156, 963, 288, 980]
article-byline: رپورٹ bbox=[876, 674, 898, 683]
article-number-badge: 15 bbox=[985, 561, 1005, 576]
article bbox=[873, 462, 1005, 553]
article-number-badge: 42 bbox=[125, 618, 145, 633]
article-header bbox=[873, 560, 1005, 577]
star-divider-icon: ☆ ☆ ☆ bbox=[54, 269, 112, 278]
article bbox=[1160, 483, 1292, 598]
